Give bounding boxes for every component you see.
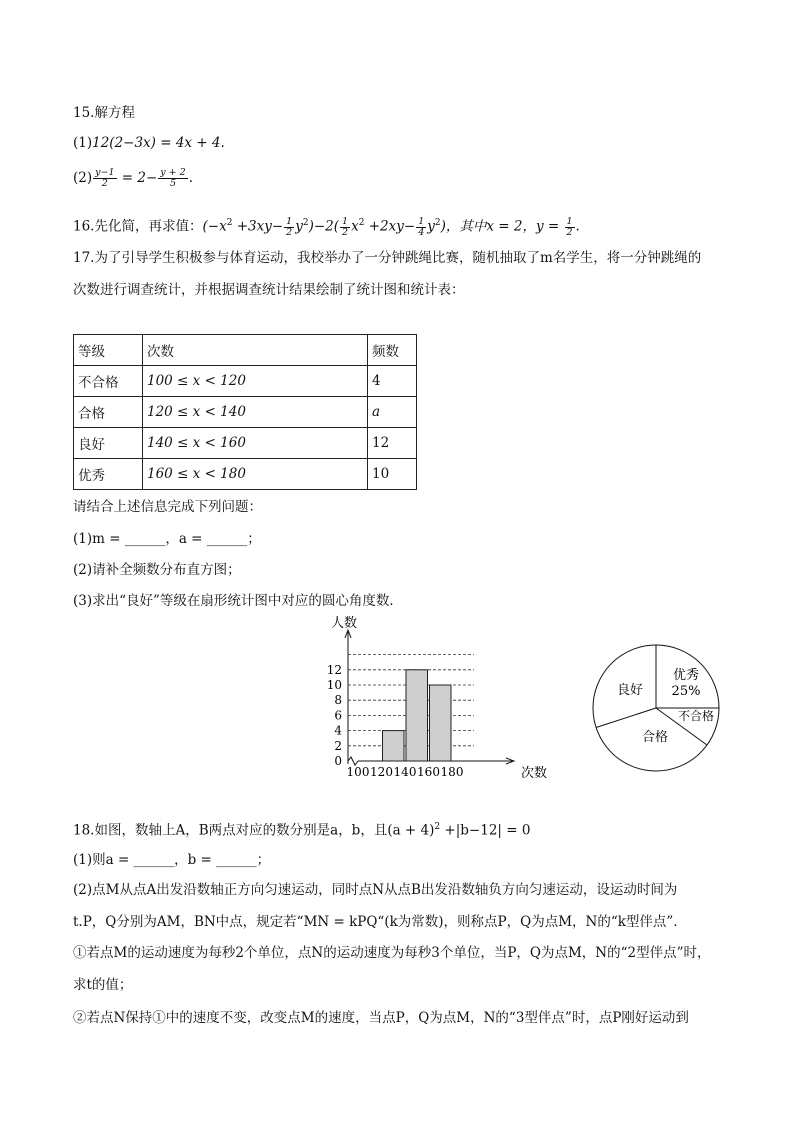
q18-c1-line1: ①若点M的运动速度为每秒2个单位，点N的运动速度为每秒3个单位，当P，Q为点M，N的“2型伴点”时， [73, 945, 711, 961]
q17-prompt: 请结合上述信息完成下列问题： [73, 499, 262, 515]
histogram-bar [383, 731, 405, 761]
pie-slice-label: 优秀 [672, 668, 700, 683]
table-cell: 120 ≤ x < 140 [143, 397, 368, 428]
table-header-cell: 次数 [143, 335, 368, 366]
table-cell: 160 ≤ x < 180 [143, 459, 368, 490]
q17-sub3: (3)求出“良好”等级在扇形统计图中对应的圆心角度数． [73, 593, 403, 609]
x-tick-label: 160 [417, 765, 440, 779]
table-header-cell: 频数 [368, 335, 417, 366]
q17-sub1: (1)m = ______，a = ______； [73, 531, 261, 547]
y-tick-label: 10 [326, 678, 342, 692]
table-cell: a [368, 397, 417, 428]
q17-line1: 17.为了引导学生积极参与体育运动，我校举办了一分钟跳绳比赛，随机抽取了m名学生，将一分钟跳绳的 [73, 250, 702, 266]
q16-sq1: 2 [226, 218, 233, 228]
q15-frac-right: $\frac{y + 2}{5}$ [160, 167, 186, 189]
q16-frac3: $\frac{1}{4}$ [418, 215, 425, 238]
q16-sq3: 2 [358, 218, 365, 228]
q16-expr-g: y [427, 218, 435, 235]
table-cell: 100 ≤ x < 120 [143, 366, 368, 397]
q16-sq4: 2 [434, 218, 441, 228]
table-cell: 4 [368, 366, 417, 397]
q18-c2-line1: ②若点N保持①中的速度不变，改变点M的速度，当点P，Q为点M，N的“3型伴点”时，点P刚好运动到 [73, 1010, 689, 1026]
x-tick-label: 100 [346, 765, 370, 779]
y-tick-label: 6 [334, 708, 342, 723]
q15-part1-label: (1) [73, 135, 93, 151]
histogram-bar [406, 670, 428, 761]
q16-end: . [575, 218, 580, 235]
table-cell: 合格 [74, 397, 143, 428]
q18-line1-a: 18.如图，数轴上A，B两点对应的数分别是a，b，且(a + 4) [73, 822, 435, 839]
table-cell: 12 [368, 428, 417, 459]
pie-slice-label: 合格 [641, 730, 669, 745]
x-axis-break [348, 757, 358, 765]
x-tick-label: 140 [393, 765, 417, 779]
q18-sub2-line2: t.P，Q分别为AM，BN中点，规定若“MN = kPQ“(k为常数)，则称点P，Q为点M，N的“k型伴点”． [73, 914, 687, 930]
q16-frac4: $\frac{1}{2}$ [566, 215, 573, 238]
q15-frac-left: $\frac{y-1}{2}$ [95, 167, 115, 189]
table-header-cell: 等级 [74, 335, 143, 366]
y-tick-label: 0 [334, 754, 342, 768]
histogram-bar [430, 685, 452, 761]
y-tick-label: 4 [334, 723, 342, 738]
q18-sub1: (1)则a = ______，b = ______； [73, 852, 271, 868]
q15-part2-end: . [188, 170, 194, 186]
x-axis-title: 次数 [521, 766, 548, 781]
q16-expr-d: )−2( [308, 218, 340, 235]
table-cell: 良好 [74, 428, 143, 459]
q16-expr-c: y [295, 218, 303, 235]
q16-frac2: $\frac{1}{2}$ [342, 215, 349, 238]
table-cell: 不合格 [74, 366, 143, 397]
q18-c1-line2: 求t的值； [73, 977, 133, 993]
q18-line1 [73, 818, 530, 840]
pie-slice-label: 不合格 [677, 709, 715, 723]
pie-percent-label: 25% [671, 684, 701, 699]
pie-chart [593, 645, 719, 771]
q16-sq2: 2 [302, 218, 309, 228]
q16-expr-b: +3xy− [232, 218, 284, 235]
y-tick-label: 12 [326, 662, 342, 677]
q16-prefix: 16.先化简，再求值： [73, 218, 203, 235]
y-tick-label: 8 [334, 693, 342, 708]
table-cell: 140 ≤ x < 160 [143, 428, 368, 459]
x-tick-label: 120 [370, 765, 393, 779]
q16-expr-a: (−x [202, 218, 227, 235]
q15-title: 15.解方程 [73, 105, 135, 121]
q15-part1-equation: 12(2−3x) = 4x + 4. [92, 135, 225, 151]
pie-slice-label: 良好 [616, 683, 644, 698]
q18-sub2-line1: (2)点M从点A出发沿数轴正方向匀速运动，同时点N从点B出发沿数轴负方向匀速运动，设运动时间为 [73, 882, 678, 898]
y-axis-title: 人数 [331, 616, 358, 631]
table-cell: 优秀 [74, 459, 143, 490]
q15-part2-mid: = 2− [117, 170, 158, 186]
q16-expr-e: x [351, 218, 359, 235]
q18-sq: 2 [434, 822, 441, 832]
q16-frac1: $\frac{1}{2}$ [286, 215, 293, 238]
q18-line1-b: +|b−12| = 0 [440, 822, 531, 839]
q17-sub2: (2)请补全频数分布直方图； [73, 562, 241, 578]
q16-expr-f: +2xy− [364, 218, 416, 235]
q17-line2: 次数进行调查统计，并根据调查统计结果绘制了统计图和统计表： [73, 282, 465, 298]
histogram [327, 615, 547, 781]
x-tick-label: 180 [440, 765, 464, 779]
y-tick-label: 2 [334, 738, 342, 753]
q16-expr-h: )，其中x = 2，y = [440, 218, 564, 235]
table-cell: 10 [368, 459, 417, 490]
q15-part2-label: (2) [73, 170, 93, 186]
